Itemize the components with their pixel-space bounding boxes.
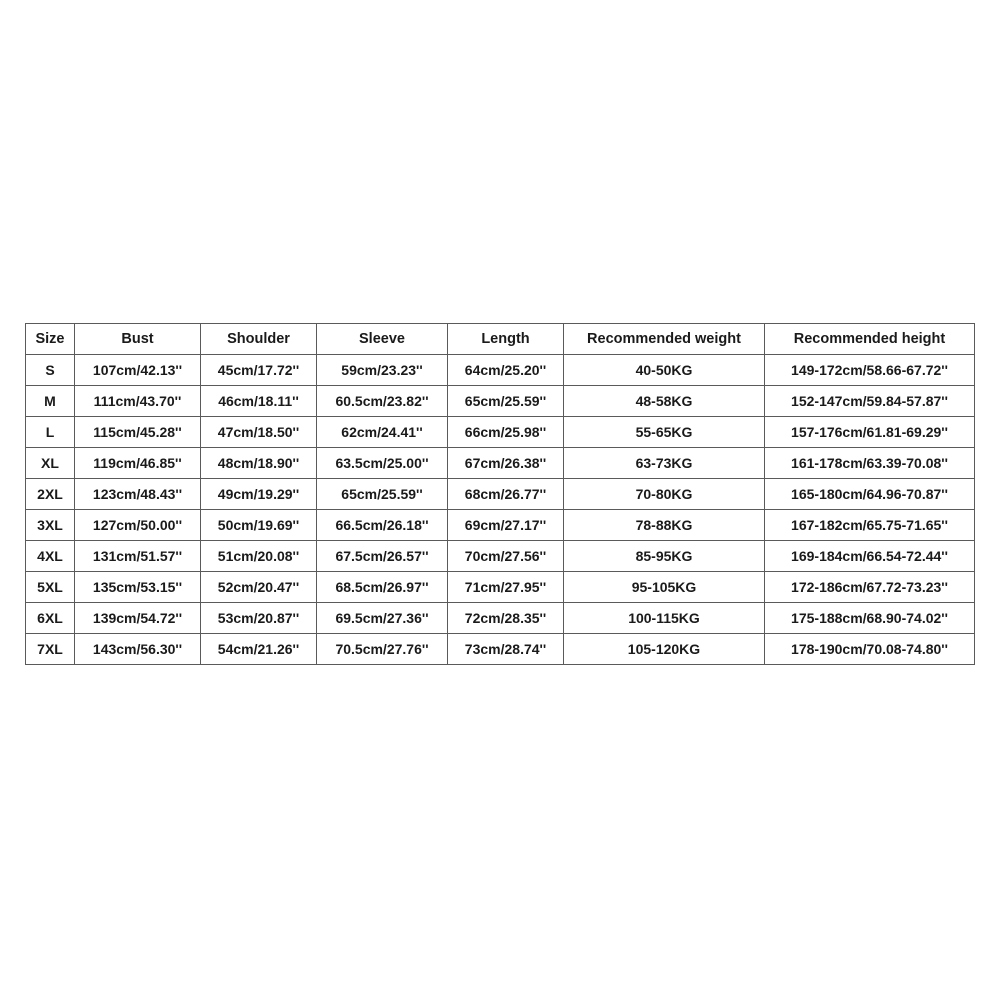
- table-row: [26, 386, 975, 417]
- table-row: [26, 355, 975, 386]
- cell-bust: 119cm/46.85'': [75, 448, 201, 479]
- size-chart-table: [25, 323, 975, 665]
- cell-size: 5XL: [26, 572, 75, 603]
- cell-bust: 111cm/43.70'': [75, 386, 201, 417]
- cell-bust: 139cm/54.72'': [75, 603, 201, 634]
- cell-recommended-weight: 95-105KG: [564, 572, 765, 603]
- cell-shoulder: 45cm/17.72'': [201, 355, 317, 386]
- cell-length: 68cm/26.77'': [448, 479, 564, 510]
- header-length: Length: [448, 324, 564, 355]
- table-row: [26, 572, 975, 603]
- cell-recommended-weight: 78-88KG: [564, 510, 765, 541]
- cell-shoulder: 54cm/21.26'': [201, 634, 317, 665]
- header-size: Size: [26, 324, 75, 355]
- cell-size: 3XL: [26, 510, 75, 541]
- cell-size: 4XL: [26, 541, 75, 572]
- cell-recommended-height: 175-188cm/68.90-74.02'': [765, 603, 975, 634]
- cell-sleeve: 66.5cm/26.18'': [317, 510, 448, 541]
- cell-sleeve: 60.5cm/23.82'': [317, 386, 448, 417]
- cell-sleeve: 67.5cm/26.57'': [317, 541, 448, 572]
- cell-recommended-weight: 100-115KG: [564, 603, 765, 634]
- cell-sleeve: 65cm/25.59'': [317, 479, 448, 510]
- cell-sleeve: 59cm/23.23'': [317, 355, 448, 386]
- cell-bust: 123cm/48.43'': [75, 479, 201, 510]
- cell-recommended-weight: 105-120KG: [564, 634, 765, 665]
- cell-length: 66cm/25.98'': [448, 417, 564, 448]
- header-row: [26, 324, 975, 355]
- cell-recommended-weight: 63-73KG: [564, 448, 765, 479]
- cell-sleeve: 70.5cm/27.76'': [317, 634, 448, 665]
- cell-recommended-weight: 40-50KG: [564, 355, 765, 386]
- cell-shoulder: 49cm/19.29'': [201, 479, 317, 510]
- cell-recommended-height: 172-186cm/67.72-73.23'': [765, 572, 975, 603]
- cell-sleeve: 62cm/24.41'': [317, 417, 448, 448]
- table-row: [26, 634, 975, 665]
- table-row: [26, 448, 975, 479]
- table-row: [26, 417, 975, 448]
- cell-bust: 115cm/45.28'': [75, 417, 201, 448]
- cell-recommended-height: 178-190cm/70.08-74.80'': [765, 634, 975, 665]
- table-row: [26, 541, 975, 572]
- cell-shoulder: 47cm/18.50'': [201, 417, 317, 448]
- cell-size: M: [26, 386, 75, 417]
- cell-recommended-height: 165-180cm/64.96-70.87'': [765, 479, 975, 510]
- cell-size: 6XL: [26, 603, 75, 634]
- cell-bust: 131cm/51.57'': [75, 541, 201, 572]
- table-row: [26, 479, 975, 510]
- cell-size: S: [26, 355, 75, 386]
- cell-shoulder: 51cm/20.08'': [201, 541, 317, 572]
- header-shoulder: Shoulder: [201, 324, 317, 355]
- cell-recommended-height: 149-172cm/58.66-67.72'': [765, 355, 975, 386]
- cell-recommended-height: 161-178cm/63.39-70.08'': [765, 448, 975, 479]
- header-bust: Bust: [75, 324, 201, 355]
- cell-length: 65cm/25.59'': [448, 386, 564, 417]
- cell-bust: 135cm/53.15'': [75, 572, 201, 603]
- cell-shoulder: 50cm/19.69'': [201, 510, 317, 541]
- cell-sleeve: 63.5cm/25.00'': [317, 448, 448, 479]
- cell-shoulder: 48cm/18.90'': [201, 448, 317, 479]
- cell-shoulder: 46cm/18.11'': [201, 386, 317, 417]
- cell-size: 2XL: [26, 479, 75, 510]
- cell-size: L: [26, 417, 75, 448]
- header-sleeve: Sleeve: [317, 324, 448, 355]
- cell-shoulder: 53cm/20.87'': [201, 603, 317, 634]
- header-recommended-height: Recommended height: [765, 324, 975, 355]
- cell-bust: 143cm/56.30'': [75, 634, 201, 665]
- cell-length: 73cm/28.74'': [448, 634, 564, 665]
- cell-length: 72cm/28.35'': [448, 603, 564, 634]
- cell-size: XL: [26, 448, 75, 479]
- cell-recommended-height: 157-176cm/61.81-69.29'': [765, 417, 975, 448]
- cell-recommended-weight: 55-65KG: [564, 417, 765, 448]
- cell-sleeve: 68.5cm/26.97'': [317, 572, 448, 603]
- cell-length: 71cm/27.95'': [448, 572, 564, 603]
- header-recommended-weight: Recommended weight: [564, 324, 765, 355]
- cell-bust: 107cm/42.13'': [75, 355, 201, 386]
- table-row: [26, 510, 975, 541]
- cell-recommended-weight: 48-58KG: [564, 386, 765, 417]
- cell-bust: 127cm/50.00'': [75, 510, 201, 541]
- cell-sleeve: 69.5cm/27.36'': [317, 603, 448, 634]
- cell-recommended-height: 152-147cm/59.84-57.87'': [765, 386, 975, 417]
- cell-length: 70cm/27.56'': [448, 541, 564, 572]
- table-row: [26, 603, 975, 634]
- cell-size: 7XL: [26, 634, 75, 665]
- cell-shoulder: 52cm/20.47'': [201, 572, 317, 603]
- cell-length: 64cm/25.20'': [448, 355, 564, 386]
- cell-length: 69cm/27.17'': [448, 510, 564, 541]
- cell-recommended-weight: 85-95KG: [564, 541, 765, 572]
- cell-length: 67cm/26.38'': [448, 448, 564, 479]
- cell-recommended-height: 167-182cm/65.75-71.65'': [765, 510, 975, 541]
- cell-recommended-weight: 70-80KG: [564, 479, 765, 510]
- cell-recommended-height: 169-184cm/66.54-72.44'': [765, 541, 975, 572]
